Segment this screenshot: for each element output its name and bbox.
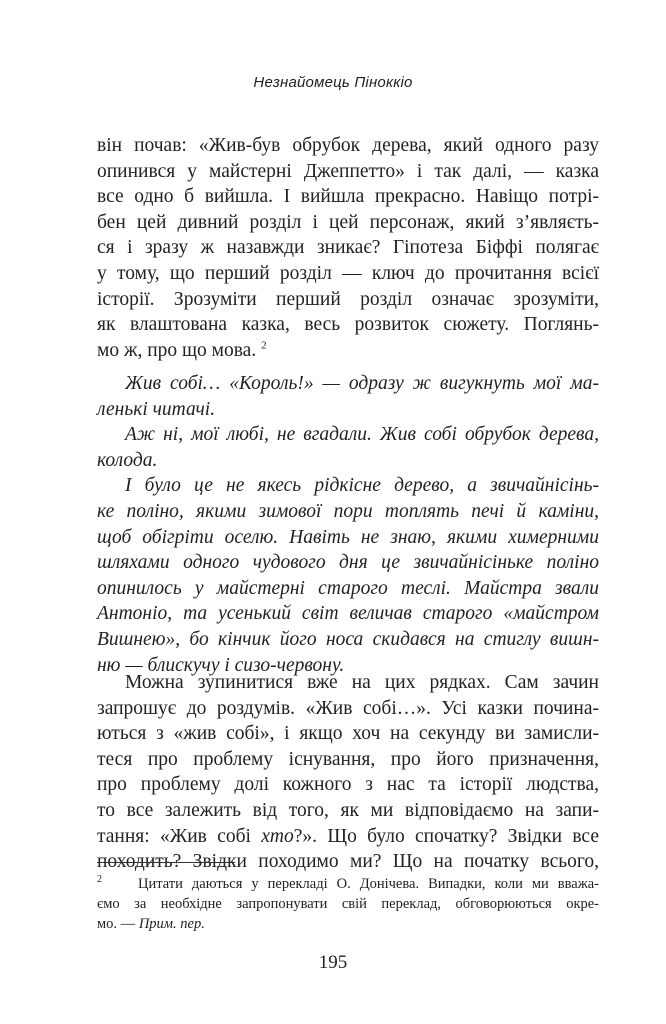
text-segment: тання: «Жив собі	[97, 825, 262, 847]
text-segment: ?». Що було спочатку? Звідки все	[293, 825, 599, 847]
footnote-mark: 2	[97, 874, 102, 886]
text-line: історії. Зрозуміти перший розділ означає зрозуміти,	[97, 288, 599, 310]
text-line: бен цей дивний розділ і цей персонаж, який з’являєть-	[97, 211, 599, 233]
text-line: запрошує до роздумів. «Жив собі…». Усі казки почина-	[97, 697, 599, 719]
quote-line: колода.	[97, 449, 158, 471]
quote-line: Антоніо, та усенький світ величав старого «майстром	[97, 603, 599, 625]
text-line: він почав: «Жив-був обрубок дерева, який одного разу	[97, 135, 599, 156]
quote-line: І було це не якесь рідкісне дерево, а звичайнісінь-	[125, 475, 599, 497]
text-line: все одно б вийшла. І вийшла прекрасно. Навіщо потрі-	[97, 186, 599, 208]
quote-line: Вишнею», бо кінчик його носа скидався на стиглу вишн-	[97, 628, 599, 650]
text-line: Можна зупинитися вже на цих рядках. Сам зачин	[125, 672, 599, 693]
text-line: про проблему долі кожного з нас та історії людства,	[97, 774, 599, 796]
text-line: ся і зразу ж назавжди зникає? Гіпотеза Біффі полягає	[97, 237, 599, 259]
quote-line: опинилось у майстерні старого теслі. Майстра звали	[97, 577, 599, 599]
footnote-divider	[97, 862, 235, 863]
running-header: Незнайомець Піноккіо	[253, 74, 413, 91]
footnote-line	[97, 914, 599, 934]
quote-line: ню — блискучу і сизо-червону.	[97, 654, 345, 676]
text-line	[97, 338, 599, 364]
page-number: 195	[318, 952, 348, 973]
footnote-text: Цитати даються у перекладі О. Донічева. Випадки, коли ми вважа-	[137, 876, 600, 892]
footnote-reference: 2	[261, 339, 267, 352]
quote-line: Аж ні, мої любі, не вгадали. Жив собі обрубок дерева,	[125, 424, 599, 446]
quote-line: шляхами одного чудового дня це звичайнісіньке поліно	[97, 552, 599, 574]
quote-line: ке поліно, якими зимової пори топлять печі й каміни,	[97, 500, 599, 522]
footnote-line	[97, 874, 599, 894]
text-line: то все залежить від того, як ми відповідаємо на запи-	[97, 799, 599, 821]
text-line-content: мо ж, про що мова.	[97, 339, 257, 361]
footnote	[97, 874, 599, 934]
paragraph-1	[97, 133, 599, 363]
quote-line: Жив собі… «Король!» — одразу ж вигукнуть мої ма-	[125, 373, 599, 394]
text-line: опинився у майстерні Джеппетто» і так далі, — казка	[97, 160, 599, 182]
emphasis-who: хто	[261, 825, 294, 847]
footnote-attribution: Прим. пер.	[138, 916, 205, 932]
text-line: у тому, що перший розділ — ключ до прочитання всієї	[97, 262, 599, 284]
quoted-passage	[97, 371, 599, 678]
text-line	[97, 824, 599, 850]
footnote-text: мо. —	[97, 916, 139, 932]
text-line: як влаштована казка, весь розвиток сюжету. Поглянь-	[97, 314, 599, 336]
quote-line: щоб обігріти оселю. Навіть не знаю, якими химерними	[97, 526, 599, 548]
quote-line: ленькі читачі.	[97, 398, 216, 420]
footnote-line: ємо за необхідне запропонувати свій переклад, обговорюються окре-	[97, 896, 599, 912]
text-line: ються з «жив собі», і якщо хоч на секунду ви замисли-	[97, 723, 599, 745]
text-line: походить? Звідки походимо ми? Що на початку всього,	[97, 851, 599, 873]
text-line: теся про проблему існування, про його призначення,	[97, 748, 599, 770]
paragraph-2	[97, 670, 599, 875]
